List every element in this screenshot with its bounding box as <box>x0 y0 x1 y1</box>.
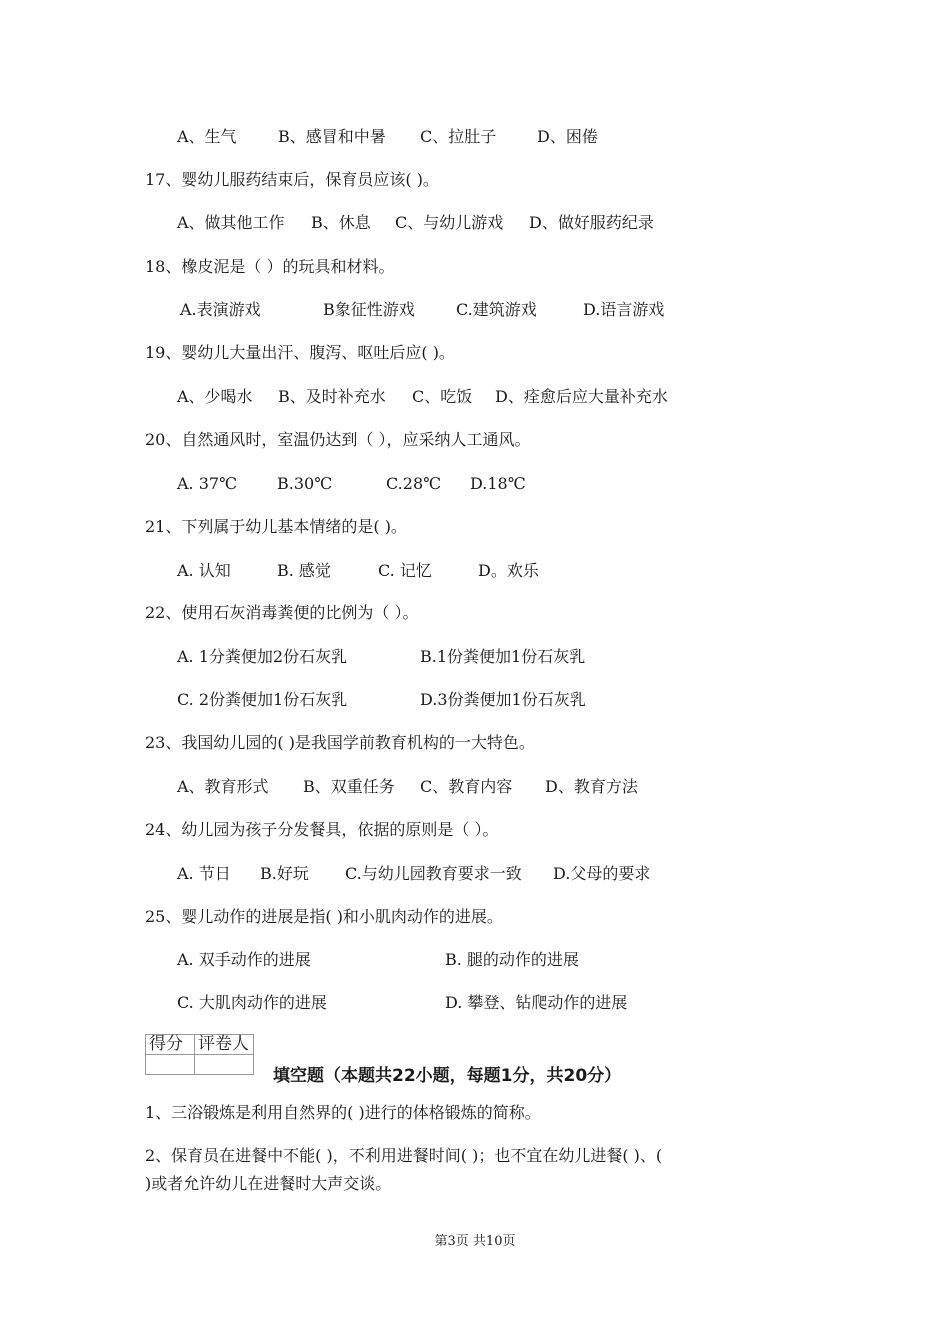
score-label: 得分 <box>146 1035 195 1055</box>
q19-option-c: C、吃饭 <box>412 387 473 406</box>
q16-option-b: B、感冒和中暑 <box>278 127 386 146</box>
q18-option-a: A.表演游戏 <box>180 300 261 319</box>
q22-option-d: D.3份粪便加1份石灰乳 <box>420 690 586 709</box>
q19-option-d: D、痊愈后应大量补充水 <box>495 387 668 406</box>
q23-option-c: C、教育内容 <box>420 777 513 796</box>
q16-option-d: D、困倦 <box>537 127 598 146</box>
q18-option-b: B象征性游戏 <box>323 300 415 319</box>
q23-option-d: D、教育方法 <box>545 777 638 796</box>
q23-option-a: A、教育形式 <box>177 777 269 796</box>
fill-blank-2-cont: )或者允许幼儿在进餐时大声交谈。 <box>145 1174 392 1193</box>
fill-blank-1: 1、三浴锻炼是利用自然界的( )进行的体格锻炼的简称。 <box>145 1103 541 1122</box>
q20-option-a: A. 37℃ <box>177 474 237 493</box>
q16-option-c: C、拉肚子 <box>420 127 497 146</box>
q23-option-b: B、双重任务 <box>303 777 395 796</box>
question-17-stem: 17、婴幼儿服药结束后，保育员应该( )。 <box>145 170 439 189</box>
q20-option-d: D.18℃ <box>470 474 526 493</box>
q25-option-d: D. 攀登、钻爬动作的进展 <box>445 993 628 1012</box>
q24-option-c: C.与幼儿园教育要求一致 <box>345 864 522 883</box>
q20-option-c: C.28℃ <box>386 474 442 493</box>
question-22-stem: 22、使用石灰消毒粪便的比例为（ ）。 <box>145 603 419 622</box>
q18-option-c: C.建筑游戏 <box>456 300 537 319</box>
q17-option-b: B、休息 <box>311 213 371 232</box>
q19-option-a: A、少喝水 <box>177 387 253 406</box>
q24-option-a: A. 节日 <box>177 864 231 883</box>
question-21-stem: 21、下列属于幼儿基本情绪的是( )。 <box>145 517 407 536</box>
score-table <box>145 1034 254 1075</box>
q17-option-c: C、与幼儿游戏 <box>395 213 504 232</box>
fill-blank-2: 2、保育员在进餐中不能( )，不利用进餐时间( )；也不宜在幼儿进餐( )、( <box>145 1146 663 1165</box>
reviewer-cell <box>195 1055 254 1075</box>
q21-option-d: D。欢乐 <box>478 561 539 580</box>
question-25-stem: 25、婴儿动作的进展是指( )和小肌肉动作的进展。 <box>145 907 503 926</box>
q25-option-a: A. 双手动作的进展 <box>177 950 311 969</box>
q19-option-b: B、及时补充水 <box>278 387 386 406</box>
q25-option-c: C. 大肌肉动作的进展 <box>177 993 327 1012</box>
q17-option-d: D、做好服药纪录 <box>529 213 654 232</box>
q22-option-a: A. 1分粪便加2份石灰乳 <box>177 647 348 666</box>
score-cell <box>146 1055 195 1075</box>
reviewer-label: 评卷人 <box>195 1035 254 1055</box>
q17-option-a: A、做其他工作 <box>177 213 285 232</box>
question-18-stem: 18、橡皮泥是（ ）的玩具和材料。 <box>145 257 395 276</box>
q21-option-b: B. 感觉 <box>277 561 331 580</box>
q25-option-b: B. 腿的动作的进展 <box>445 950 579 969</box>
q22-option-b: B.1份粪便加1份石灰乳 <box>420 647 586 666</box>
q24-option-d: D.父母的要求 <box>553 864 651 883</box>
page-footer: 第3页 共10页 <box>434 1234 516 1249</box>
question-24-stem: 24、幼儿园为孩子分发餐具，依据的原则是（ ）。 <box>145 820 499 839</box>
q22-option-c: C. 2份粪便加1份石灰乳 <box>177 690 348 709</box>
section-title: 填空题（本题共22小题，每题1分，共20分） <box>273 1066 622 1086</box>
q21-option-a: A. 认知 <box>177 561 231 580</box>
question-23-stem: 23、我国幼儿园的( )是我国学前教育机构的一大特色。 <box>145 733 535 752</box>
question-20-stem: 20、自然通风时，室温仍达到（ ），应采纳人工通风。 <box>145 430 531 449</box>
question-19-stem: 19、婴幼儿大量出汗、腹泻、呕吐后应( )。 <box>145 343 455 362</box>
q21-option-c: C. 记忆 <box>378 561 432 580</box>
q20-option-b: B.30℃ <box>277 474 333 493</box>
q24-option-b: B.好玩 <box>260 864 309 883</box>
q16-option-a: A、生气 <box>177 127 237 146</box>
q18-option-d: D.语言游戏 <box>583 300 665 319</box>
